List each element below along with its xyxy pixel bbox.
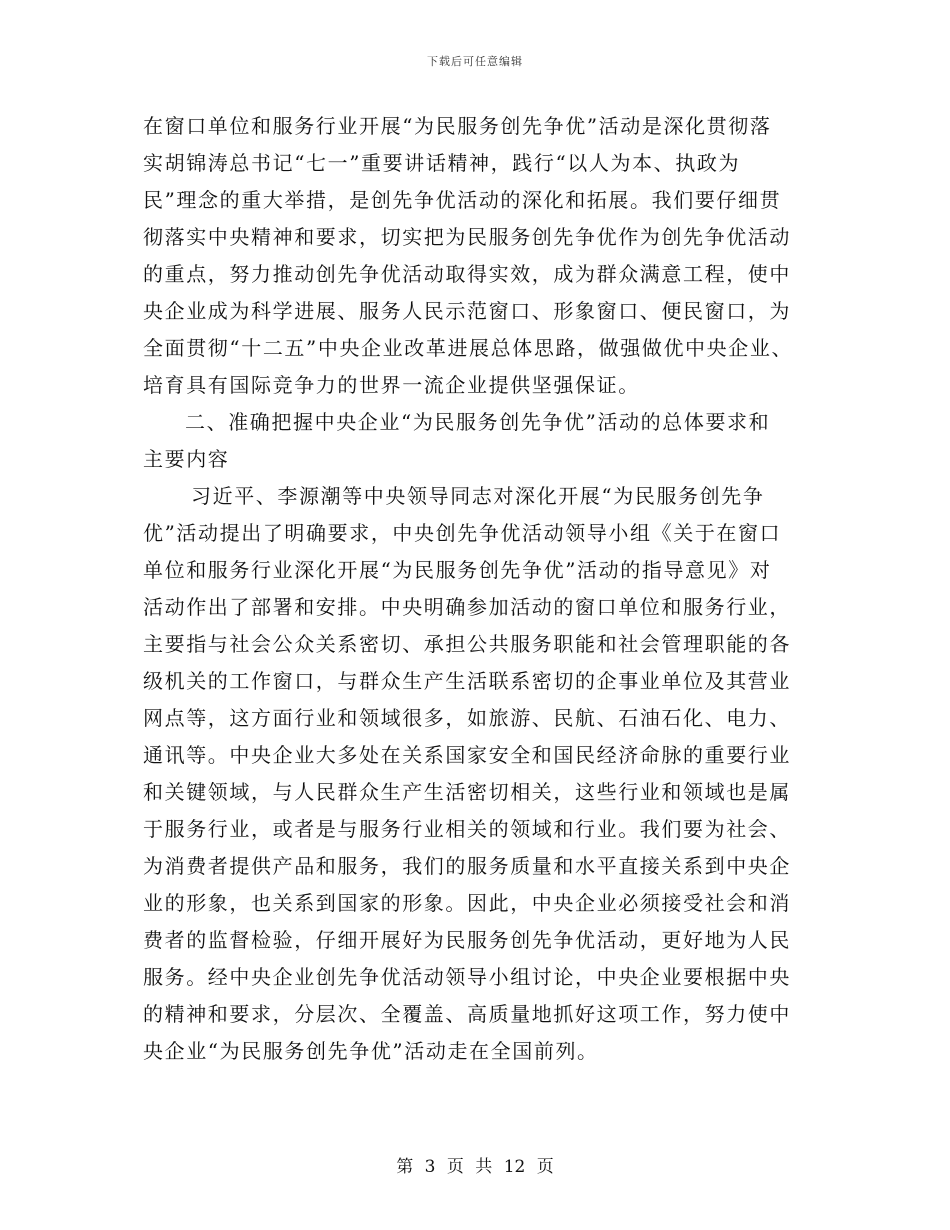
text-line: 优”活动提出了明确要求，中央创先争优活动领导小组《关于在窗口 [143,521,782,545]
page-header: 下载后可任意编辑 [427,55,523,68]
text-line: 培育具有国际竞争力的世界一流企业提供坚强保证。 [143,373,640,397]
text-line: 央企业“为民服务创先争优”活动走在全国前列。 [143,1039,599,1063]
section-heading: 二、准确把握中央企业“为民服务创先争优”活动的总体要求和 [185,410,771,434]
text-line: 级机关的工作窗口，与群众生产生活联系密切的企事业单位及其营业 [143,669,791,693]
text-line: 业的形象，也关系到国家的形象。因此，中央企业必须接受社会和消 [143,891,791,915]
text-line: 于服务行业，或者是与服务行业相关的领域和行业。我们要为社会、 [143,817,791,841]
text-line: 习近平、李源潮等中央领导同志对深化开展“为民服务创先争 [191,484,765,508]
text-line: 和关键领域，与人民群众生产生活密切相关，这些行业和领域也是属 [143,780,791,804]
text-line: 的精神和要求，分层次、全覆盖、高质量地抓好这项工作，努力使中 [143,1002,791,1026]
document-body [143,108,810,1070]
text-line: 实胡锦涛总书记“七一”重要讲话精神，践行“以人为本、执政为 [143,151,741,175]
text-line: 主要指与社会公众关系密切、承担公共服务职能和社会管理职能的各 [143,632,791,656]
text-line: 在窗口单位和服务行业开展“为民服务创先争优”活动是深化贯彻落 [143,114,772,138]
text-line: 网点等，这方面行业和领域很多，如旅游、民航、石油石化、电力、 [143,706,791,730]
text-line: 彻落实中央精神和要求，切实把为民服务创先争优作为创先争优活动 [143,225,791,249]
text-line: 民”理念的重大举措，是创先争优活动的深化和拓展。我们要仔细贯 [143,188,782,212]
text-line: 的重点，努力推动创先争优活动取得实效，成为群众满意工程，使中 [143,262,791,286]
text-line: 单位和服务行业深化开展“为民服务创先争优”活动的指导意见》对 [143,558,772,582]
text-line: 费者的监督检验，仔细开展好为民服务创先争优活动，更好地为人民 [143,928,791,952]
text-line: 通讯等。中央企业大多处在关系国家安全和国民经济命脉的重要行业 [143,743,791,767]
section-heading-continued: 主要内容 [143,447,230,471]
text-line: 全面贯彻“十二五”中央企业改革进展总体思路，做强做优中央企业、 [143,336,794,360]
page-number-footer: 第 3 页 共 12 页 [396,1157,554,1177]
text-line: 为消费者提供产品和服务，我们的服务质量和水平直接关系到中央企 [143,854,791,878]
text-line: 服务。经中央企业创先争优活动领导小组讨论，中央企业要根据中央 [143,965,791,989]
text-line: 央企业成为科学进展、服务人民示范窗口、形象窗口、便民窗口，为 [143,299,791,323]
text-line: 活动作出了部署和安排。中央明确参加活动的窗口单位和服务行业， [143,595,791,619]
